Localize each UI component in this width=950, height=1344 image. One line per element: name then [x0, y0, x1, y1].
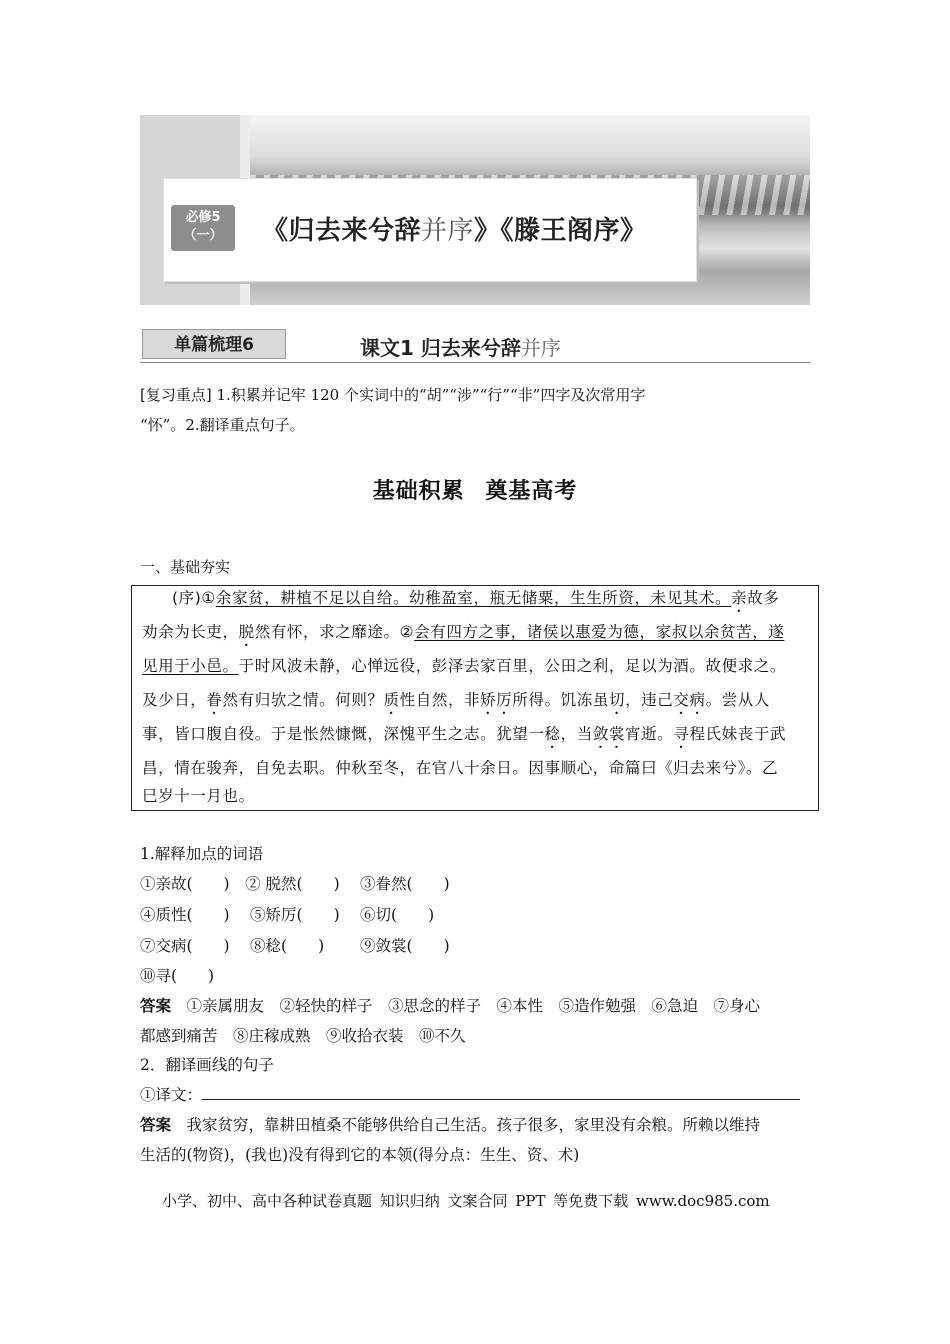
review-focus	[140, 380, 810, 440]
answer-2-line-1	[140, 1113, 760, 1135]
passage-line-5	[142, 723, 786, 752]
volume-badge	[171, 205, 235, 251]
underlined-sentence-2-end: 见用于小邑。	[142, 657, 239, 675]
dotted-word: 亲	[731, 589, 748, 607]
passage-line-7	[142, 785, 255, 807]
question-1-row-4: ⑩寻( )	[140, 967, 215, 985]
text: 事，皆口腹自役。于是怅然慷慨，深愧平生之志。犹望一	[142, 725, 545, 743]
answer-label: 答案	[140, 997, 172, 1015]
passage-line-3	[142, 655, 786, 677]
dotted-word: 敛裳	[592, 725, 626, 743]
translation-line	[140, 1083, 810, 1105]
review-line1: 1.积累并记牢 120 个实词中的“胡”“涉”“行”“非”四字及次常用字	[211, 386, 646, 404]
review-line2: “怀”。2.翻译重点句子。	[140, 416, 305, 434]
answer-label: 答案	[140, 1116, 172, 1134]
answer-1-line-1	[140, 994, 760, 1016]
question-1-row-1: ①亲故( ) ② 脱然( ) ③眷然( )	[140, 875, 450, 893]
title-main: 《归去来兮辞	[262, 216, 422, 246]
passage-line-4	[142, 689, 770, 718]
dotted-word: 眷	[206, 691, 223, 709]
dotted-word: 寻	[673, 725, 690, 743]
question-2-title: 2．翻译画线的句子	[140, 1056, 274, 1074]
lesson-light: 并序	[520, 336, 561, 360]
text: 。尝从人	[705, 691, 770, 709]
question-1-row-2: ④质性( ) ⑤矫厉( ) ⑥切( )	[140, 906, 435, 924]
answer-1-line-2: 都感到痛苦 ⑧庄稼成熟 ⑨收拾衣装 ⑩不久	[140, 1027, 466, 1045]
passage-line-6	[142, 757, 778, 779]
text: 然有怀，求之靡途。②	[254, 623, 415, 641]
section-tag: 单篇梳理6	[142, 329, 286, 359]
dotted-word: 质	[383, 691, 400, 709]
text: ，当	[560, 725, 593, 743]
translation-label: ①译文：	[140, 1086, 203, 1104]
passage-line-2	[142, 621, 784, 650]
underlined-sentence-2: 会有四方之事，诸侯以惠爱为德，家叔以余贫苦，遂	[414, 623, 785, 641]
title-light: 并序	[421, 216, 475, 246]
text: 故多	[747, 589, 780, 607]
review-label: [复习重点]	[140, 386, 212, 404]
answer-text: ①亲属朋友 ②轻快的样子 ③思念的样子 ④本性 ⑤造作勉强 ⑥急迫 ⑦身心	[171, 997, 761, 1015]
dotted-word: 脱	[238, 623, 255, 641]
footer-text: 小学、初中、高中各种试卷真题 知识归纳 文案合同 PPT 等免费下载 www.doc985.com	[162, 1192, 770, 1210]
lesson-title	[360, 332, 561, 361]
dotted-word: 矫厉	[480, 691, 513, 709]
dotted-word: 切	[608, 691, 626, 709]
dotted-word: 交病	[673, 691, 706, 709]
dotted-word: 稔	[544, 725, 561, 743]
badge-line1: 必修5	[185, 210, 221, 225]
text: 于时风波未静，心惮远役，彭泽去家百里，公田之利，足以为酒。故便求之。	[238, 657, 787, 675]
text: 然有归欤之情。何则？	[222, 691, 384, 709]
text: (序)①	[172, 589, 216, 607]
passage-line-1	[172, 587, 779, 616]
lesson-main: 课文1 归去来兮辞	[360, 336, 521, 360]
text: 性自然，非	[399, 691, 481, 709]
text: 宵逝。	[625, 725, 674, 743]
text: 巳岁十一月也。	[142, 787, 255, 805]
answer-blank-line	[202, 1085, 800, 1100]
title-end: 》《滕王阁序》	[474, 216, 647, 246]
text: ，违己	[625, 691, 674, 709]
section-heading: 基础积累 奠基高考	[372, 479, 578, 504]
passage-box	[131, 585, 819, 811]
text: 所得。饥冻虽	[512, 691, 609, 709]
question-1-row-3: ⑦交病( ) ⑧稔( ) ⑨敛裳( )	[140, 937, 450, 955]
question-1-title: 1.解释加点的词语	[140, 845, 264, 863]
answer-text: 我家贫穷，靠耕田植桑不能够供给自己生活。孩子很多，家里没有余粮。所赖以维持	[171, 1116, 761, 1134]
page-title	[262, 210, 647, 247]
badge-line2: （一）	[183, 228, 223, 243]
text: 程氏妹丧于武	[689, 725, 787, 743]
text: 昌，情在骏奔，自免去职。仲秋至冬，在官八十余日。因事顺心，命篇曰《归去来兮》。乙	[142, 759, 779, 777]
underlined-sentence-1: 余家贫，耕植不足以自给。幼稚盈室，瓶无储粟，生生所资，未见其术。	[215, 589, 732, 607]
subheading: 一、基础夯实	[140, 558, 231, 576]
text: 及少日，	[142, 691, 207, 709]
answer-2-line-2: 生活的(物资)，(我也)没有得到它的本领(得分点：生生、资、术)	[140, 1146, 580, 1164]
text: 劝余为长吏，	[142, 623, 239, 641]
